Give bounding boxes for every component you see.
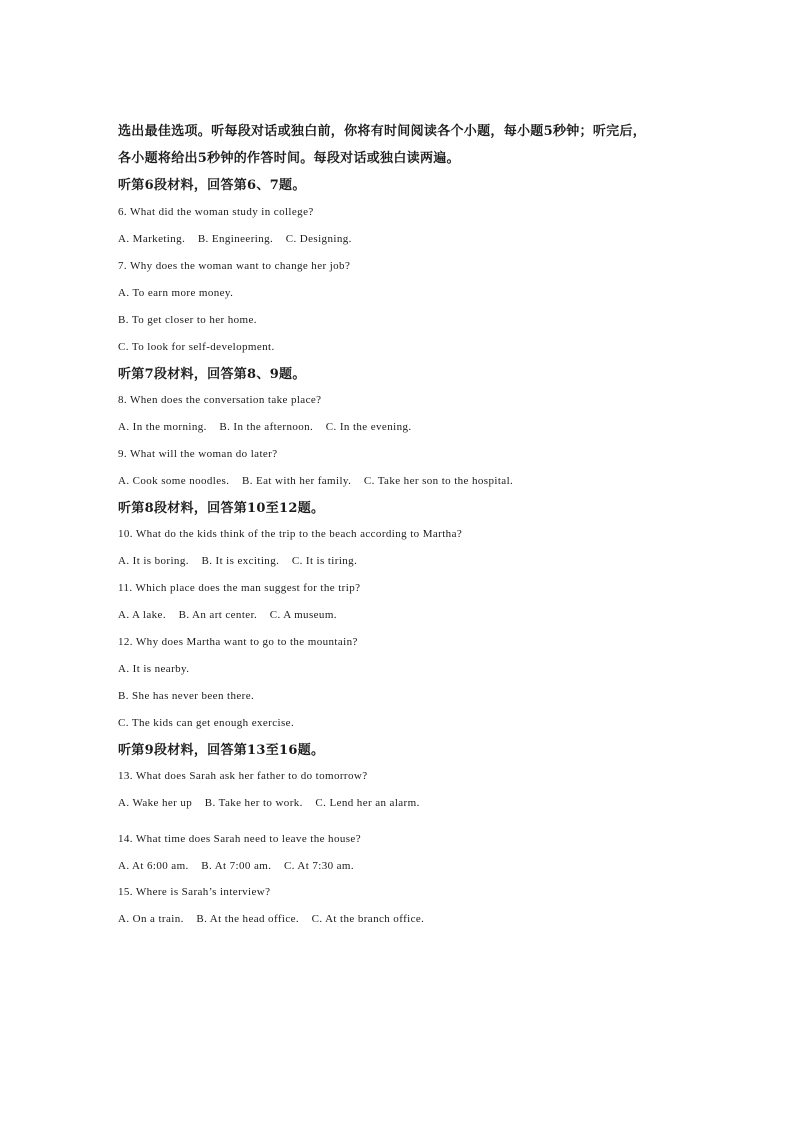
option-line: B. She has never been there. xyxy=(118,690,255,702)
option-line: A. To earn more money. xyxy=(118,287,234,299)
question-line: 14. What time does Sarah need to leave the house? xyxy=(118,833,361,845)
options-line: A. Cook some noodles. B. Eat with her family. C. Take her son to the hospital. xyxy=(118,475,514,487)
section-heading: 听第7段材料，回答第8、9题。 xyxy=(118,367,306,382)
options-line: A. At 6:00 am. B. At 7:00 am. C. At 7:30 am. xyxy=(118,860,355,872)
section-heading: 听第8段材料，回答第10至12题。 xyxy=(118,501,325,516)
options-line: A. It is boring. B. It is exciting. C. It is tiring. xyxy=(118,555,358,567)
question-line: 11. Which place does the man suggest for the trip? xyxy=(118,582,361,594)
instructions-line-1: 选出最佳选项。听每段对话或独白前，你将有时间阅读各个小题，每小题5秒钟；听完后， xyxy=(118,124,647,139)
question-line: 10. What do the kids think of the trip to the beach according to Martha? xyxy=(118,528,463,540)
section-heading: 听第9段材料，回答第13至16题。 xyxy=(118,743,325,758)
option-line: A. It is nearby. xyxy=(118,663,190,675)
options-line: A. A lake. B. An art center. C. A museum. xyxy=(118,609,337,621)
option-line: B. To get closer to her home. xyxy=(118,314,257,326)
options-line: A. Marketing. B. Engineering. C. Designing. xyxy=(118,233,352,245)
question-line: 15. Where is Sarah’s interview? xyxy=(118,886,271,898)
section-heading: 听第6段材料，回答第6、7题。 xyxy=(118,178,306,193)
options-line: A. Wake her up B. Take her to work. C. Lend her an alarm. xyxy=(118,797,420,809)
question-line: 6. What did the woman study in college? xyxy=(118,206,314,218)
option-line: C. To look for self-development. xyxy=(118,341,275,353)
question-line: 9. What will the woman do later? xyxy=(118,448,278,460)
instructions-line-2: 各小题将给出5秒钟的作答时间。每段对话或独白读两遍。 xyxy=(118,151,460,166)
options-line: A. On a train. B. At the head office. C. At the branch office. xyxy=(118,913,425,925)
question-line: 13. What does Sarah ask her father to do tomorrow? xyxy=(118,770,368,782)
option-line: C. The kids can get enough exercise. xyxy=(118,717,295,729)
question-line: 8. When does the conversation take place? xyxy=(118,394,322,406)
question-line: 12. Why does Martha want to go to the mountain? xyxy=(118,636,358,648)
options-line: A. In the morning. B. In the afternoon. C. In the evening. xyxy=(118,421,412,433)
question-line: 7. Why does the woman want to change her job? xyxy=(118,260,351,272)
